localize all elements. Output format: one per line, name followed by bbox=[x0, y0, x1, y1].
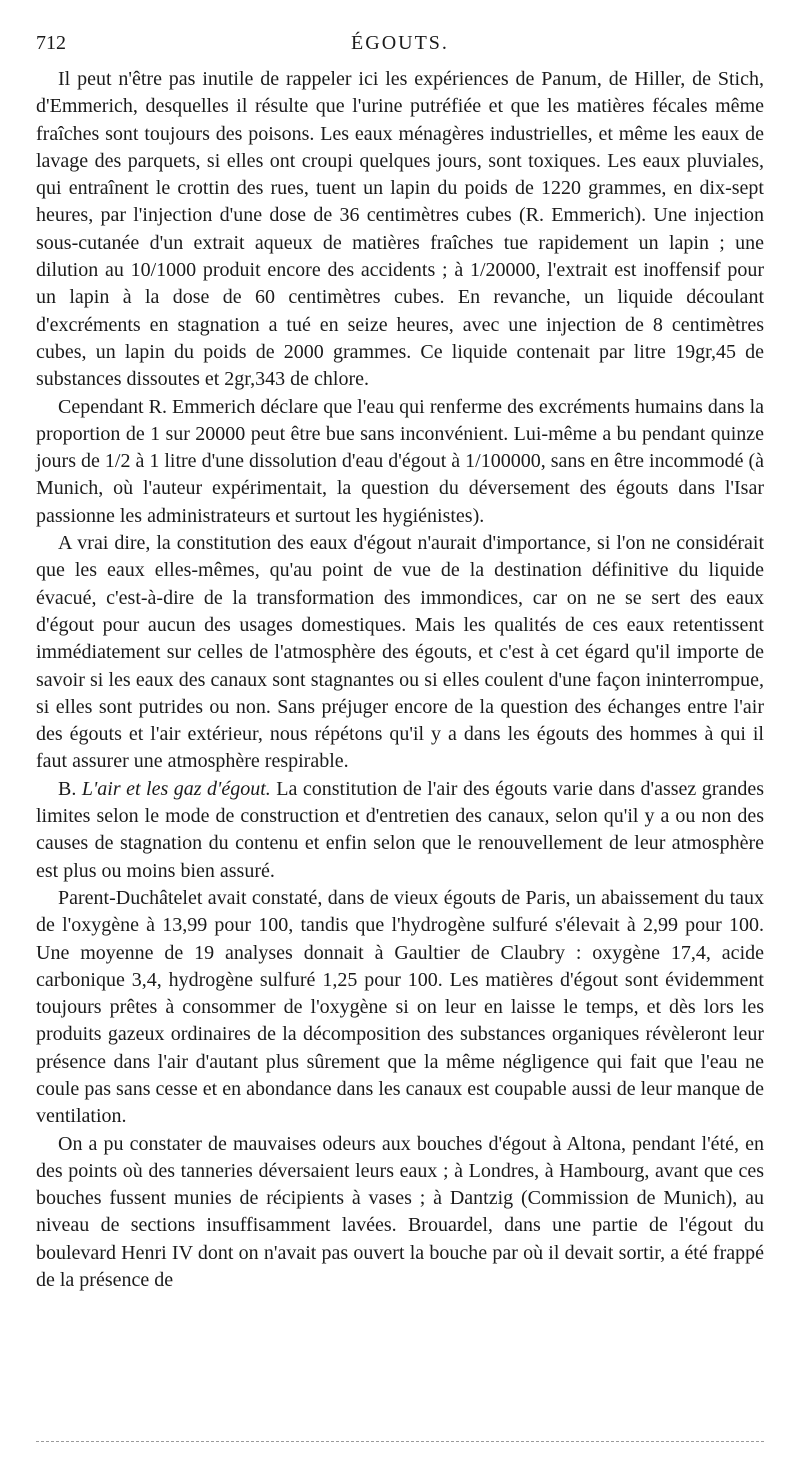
running-head: ÉGOUTS. bbox=[351, 32, 449, 54]
section-b-title: L'air et les gaz d'égout. bbox=[81, 777, 271, 800]
paragraph-experiments: Il peut n'être pas inutile de rappeler ici les expériences de Panum, de Hiller, de Stich, d'Emmerich, desquelles il résulte que l'urine putréfiée et que les matières fécales même fraîches sont toujours des poisons. Les eaux ménagères industrielles, et même les eaux de lavage des parquets, si elles ont croupi quelques jours, sont toxiques. Les eaux pluviales, qui entraînent le crottin des rues, tuent un lapin du poids de 1220 grammes, en dix-sept heures, par l'injection d'une dose de 36 centimètres cubes (R. Emmerich). Une injection sous-cutanée d'un extrait aqueux de matières fraîches tue rapidement un lapin ; une dilution au 10/1000 produit encore des accidents ; à 1/20000, l'extrait est inoffensif pour un lapin à la dose de 60 centimètres cubes. En revanche, un liquide découlant d'excréments en stagnation a tué en seize heures, avec une injection de 8 centimètres cubes, un lapin du poids de 2000 grammes. Ce liquide contenait par litre 19gr,45 de substances dissoutes et 2gr,343 de chlore. bbox=[36, 68, 764, 391]
section-b-text: La constitution de l'air des égouts varie dans d'assez grandes limites selon le mode de construction et d'entretien des canaux, selon qu'il y a ou non des causes de stagnation du contenu et enfin selon que le renouvellement de leur atmosphère est plus ou moins bien assuré. bbox=[36, 777, 765, 882]
footer-rule bbox=[36, 1441, 764, 1442]
page-number: 712 bbox=[36, 32, 66, 54]
section-b-label: B. bbox=[58, 777, 77, 800]
paragraph-emmerich: Cependant R. Emmerich déclare que l'eau qui renferme des excréments humains dans la proportion de 1 sur 20000 peut être bue sans inconvénient. Lui-même a bu pendant quinze jours de 1/2 à 1 litre d'une dissolution d'eau d'égout à 1/100000, sans en être incommodé (à Munich, où l'auteur expérimentait, la question du déversement des égouts dans l'Isar passionne les administrateurs et surtout les hygiénistes). bbox=[36, 395, 764, 527]
paragraph-odeurs: On a pu constater de mauvaises odeurs aux bouches d'égout à Altona, pendant l'été, en des points où des tanneries déversaient leurs eaux ; à Londres, à Hambourg, avant que ces bouches fussent munies de récipients à vases ; à Dantzig (Commission de Munich), au niveau de sections insuffisamment lavées. Brouardel, dans une partie de l'égout du boulevard Henri IV dont on n'avait pas ouvert la bouche par où il devait sortir, a été frappé de la présence de bbox=[36, 1132, 764, 1292]
paragraph-parent-duchatelet: Parent-Duchâtelet avait constaté, dans de vieux égouts de Paris, un abaissement du taux de l'oxygène à 13,99 pour 100, tandis que l'hydrogène sulfuré s'élevait à 2,99 pour 100. Une moyenne de 19 analyses donnait à Gaultier de Claubry : oxygène 17,4, acide carbonique 3,4, hydrogène sulfuré 1,25 pour 100. Les matières d'égout sont évidemment toujours prêtes à consommer de l'oxygène si on leur en laisse le temps, et dès lors les produits gazeux ordinaires de la décomposition des substances organiques révèleront leur présence dans l'air d'autant plus sûrement que la même négligence qui fait que l'eau ne coule pas sans cesse et en abondance dans les canaux est coupable aussi de leur manque de ventilation. bbox=[36, 886, 764, 1128]
paragraph-constitution: A vrai dire, la constitution des eaux d'égout n'aurait d'importance, si l'on ne considérait que les eaux elles-mêmes, qu'au point de vue de la destination définitive du liquide évacué, c'est-à-dire de la transformation des immondices, car on ne se sert des eaux d'égout pour aucun des usages domestiques. Mais les qualités de ces eaux retentissent immédiatement sur celles de l'atmosphère des égouts, et c'est à cet égard qu'il importe de savoir si les eaux des canaux sont stagnantes ou si elles coulent d'une façon ininterrompue, si elles sont putrides ou non. Sans préjuger encore de la question des échanges entre l'air des égouts et l'air extérieur, nous répétons qu'il y a dans les égouts des hommes à qui il faut assurer une atmosphère respirable. bbox=[36, 532, 764, 773]
page-header bbox=[36, 32, 764, 60]
paragraph-section-b bbox=[36, 776, 764, 885]
page-body bbox=[36, 66, 764, 1294]
